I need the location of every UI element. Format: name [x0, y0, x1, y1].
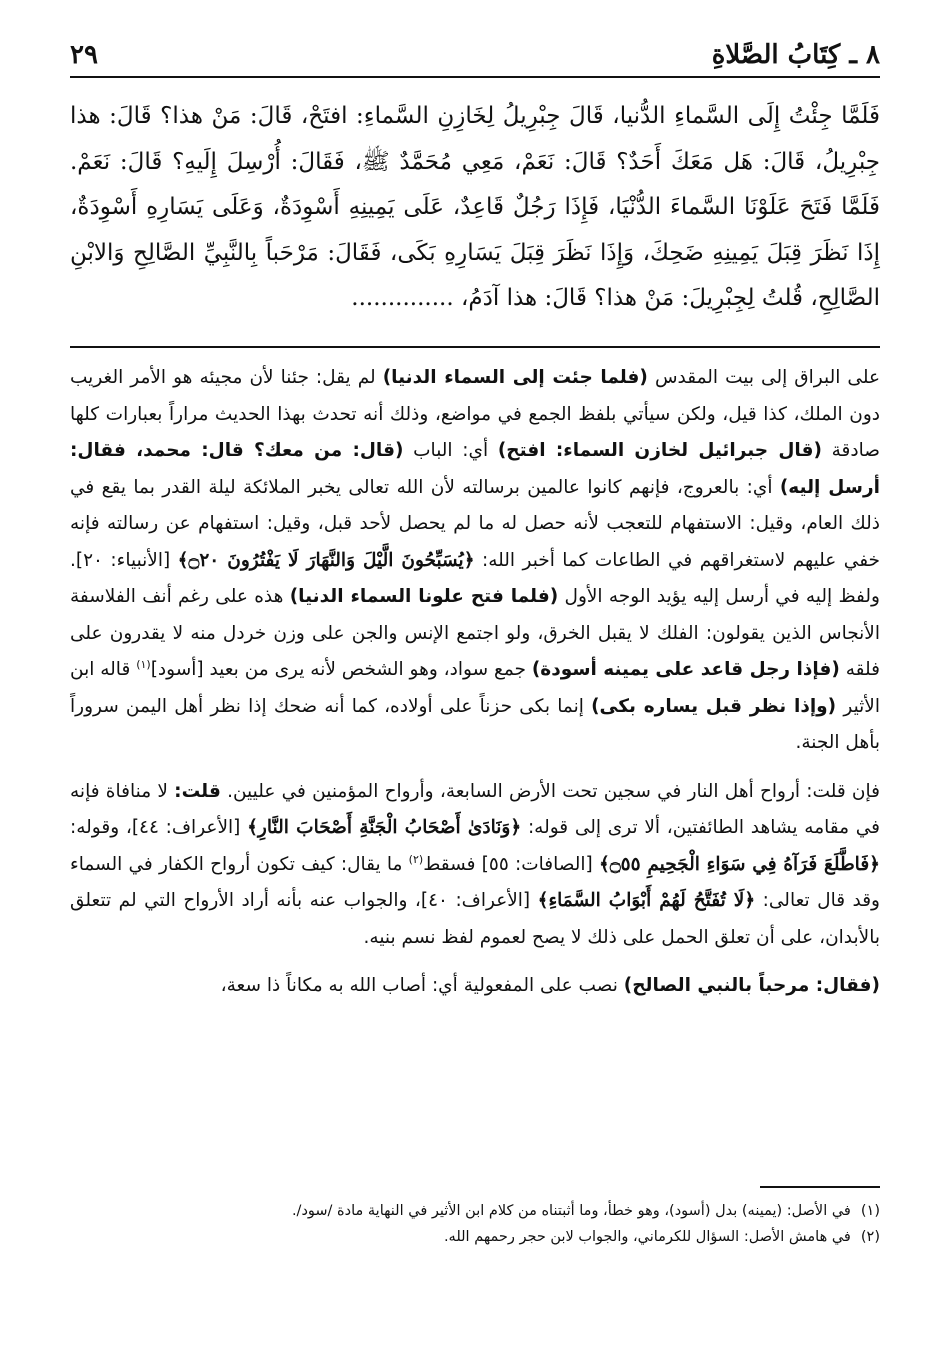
text-run: [الصافات: ٥٥] فسقط	[423, 853, 593, 875]
text-run: لا منافاة فإنه في مقامه يشاهد الطائفتين، ألا ترى إلى قوله:	[70, 780, 880, 838]
footnote-divider	[760, 1186, 880, 1188]
footnote-number: (٢)	[860, 1229, 880, 1245]
text-run: نصب على المفعولية أي: أصاب الله به مكاناً ذا سعة،	[220, 975, 618, 996]
footnote-marker[interactable]: (١)	[136, 657, 151, 671]
footnote-text: في الأصل: (يمينه) بدل (أسود)، وهو خطأ، وما أثبتناه من كلام ابن الأثير في النهاية مادة /سود/.	[291, 1203, 851, 1219]
footnotes	[70, 1198, 880, 1250]
text-run: ما يقال: كيف تكون أرواح الكفار في السماء وقد قال تعالى:	[70, 853, 880, 911]
quoted-phrase: قلت:	[174, 780, 221, 802]
commentary-paragraph	[70, 968, 880, 1005]
text-run: على البراق إلى بيت المقدس	[654, 367, 880, 388]
text-run: [الأعراف: ٤٠]، والجواب عنه بأنه أراد الأرواح التي لم تتعلق بالأبدان، على أن تعلق الحمل على ذلك لا يصح لعموم لفظ نسم بنيه.	[70, 890, 880, 948]
commentary-paragraph	[70, 360, 880, 762]
quran-verse: ﴿لَا تُفَتَّحُ لَهُمْ أَبْوَابُ السَّمَاءِ﴾	[537, 890, 756, 911]
quoted-phrase: (فلما فتح علونا السماء الدنيا)	[289, 586, 559, 607]
footnote	[70, 1198, 880, 1224]
hadith-text: فَلَمَّا جِئْتُ إِلَى السَّماءِ الدُّنيا، قَالَ جِبْرِيلُ لِخَازِنِ السَّماءِ: افتَحْ، قَالَ: مَنْ هذا؟ قَالَ: هذا جِبْرِيلُ، قَالَ: هَل مَعَكَ أَحَدٌ؟ قَالَ: نَعَمْ، مَعِي مُحَمَّدٌ ﷺ، فَقَالَ: أُرْسِلَ إِلَيهِ؟ قَالَ: نَعَمْ. فَلَمَّا فَتَحَ عَلَوْنَا السَّماءَ الدُّنْيَا، فَإِذَا رَجُلٌ قَاعِدٌ، عَلَى يَمِينِهِ أَسْوِدَةٌ، وَعَلَى يَسَارِهِ أَسْوِدَةٌ، إِذَا نَظَرَ قِبَلَ يَمِينِهِ ضَحِكَ، وَإِذَا نَظَرَ قِبَلَ يَسَارِهِ بَكَى، فَقَالَ: مَرْحَباً بِالنَّبِيِّ الصَّالِحِ وَالابْنِ الصَّالِحِ، قُلتُ لِجِبْرِيلَ: مَنْ هذا؟ قَالَ: هذا آدَمُ، ..............	[70, 103, 880, 311]
text-run: [الأعراف: ٤٤]، وقوله:	[70, 817, 241, 838]
page-header	[70, 30, 880, 78]
footnote-number: (١)	[860, 1203, 880, 1219]
text-run: فإن قلت: أرواح أهل النار في سجين تحت الأرض السابعة، وأرواح المؤمنين في عليين.	[227, 780, 880, 802]
text-run: هذه على رغم أنف الفلاسفة الأنجاس الذين يقولون: الفلك لا يقبل الخرق، ولو اجتمع الإنس والجن على وزن خردل منه لا يقدرون على فلقه	[70, 586, 880, 680]
footnote-marker[interactable]: (٢)	[408, 852, 424, 866]
commentary-paragraph	[70, 774, 880, 957]
chapter-title: ٨ ـ كِتَابُ الصَّلاةِ	[711, 40, 880, 70]
text-run: [الأنبياء: ٢٠]. ولفظ إليه في أرسل إليه يؤيد الوجه الأول	[70, 549, 880, 607]
section-divider	[70, 346, 880, 348]
quoted-phrase: (فقال: مرحباً بالنبي الصالح)	[623, 975, 880, 996]
quoted-phrase: (فإذا رجل قاعد على يمينه أسودة)	[531, 659, 840, 680]
text-run: قاله ابن الأثير	[70, 659, 880, 717]
text-run: جمع سواد، وهو الشخص لأنه يرى من بعيد [أسود]	[150, 659, 526, 680]
page-number: ٢٩	[70, 40, 98, 70]
quoted-phrase: (قال جبرائيل لخازن السماء: افتح)	[497, 440, 822, 461]
quoted-phrase: (وإذا نظر قبل يساره بكى)	[591, 695, 837, 717]
quran-verse: ﴿فَاطَّلَعَ فَرَآهُ فِي سَوَاءِ الْجَحِيمِ ۝٥٥﴾	[599, 853, 881, 875]
commentary-block	[70, 360, 880, 1005]
text-run: إنما بكى حزناً على أولاده، كما أنه ضحك إذا نظر أهل اليمن سروراً بأهل الجنة.	[70, 695, 880, 753]
footnote	[70, 1224, 880, 1250]
text-run: لم يقل: جئنا لأن مجيئه هو الأمر الغريب دون الملك، كذا قيل، ولكن سيأتي بلفظ الجمع في مواضع، وذلك أنه تحدث بهذا الحديث مراراً بعبارات كلها صادقة	[70, 367, 880, 461]
text-run: أي: بالعروج، فإنهم كانوا عالمين برسالته لأن الله تعالى يخبر الملائكة ليلة القدر بما يقع في ذلك العام، وقيل: الاستفهام للتعجب لأنه حصل له ما لم يحصل لأحد قبل، وقيل: استفهام عن رسالته فإنه خفي عليهم لاستغراقهم في الطاعات كما أخبر الله:	[70, 476, 880, 571]
quoted-phrase: (قال: من معك؟ قال: محمد، فقال: أرسل إليه)	[70, 440, 880, 498]
quran-verse: ﴿وَنَادَىٰ أَصْحَابُ الْجَنَّةِ أَصْحَابَ النَّارِ﴾	[247, 817, 522, 838]
quoted-phrase: (فلما جئت إلى السماء الدنيا)	[382, 367, 648, 388]
footnote-text: في هامش الأصل: السؤال للكرماني، والجواب لابن حجر رحمهم الله.	[443, 1229, 851, 1245]
quran-verse: ﴿يُسَبِّحُونَ الَّيْلَ وَالنَّهَارَ لَا يَفْتُرُونَ ۝٢٠﴾	[177, 549, 475, 571]
text-run: أي: الباب	[413, 440, 489, 461]
hadith-text-block	[70, 94, 880, 322]
